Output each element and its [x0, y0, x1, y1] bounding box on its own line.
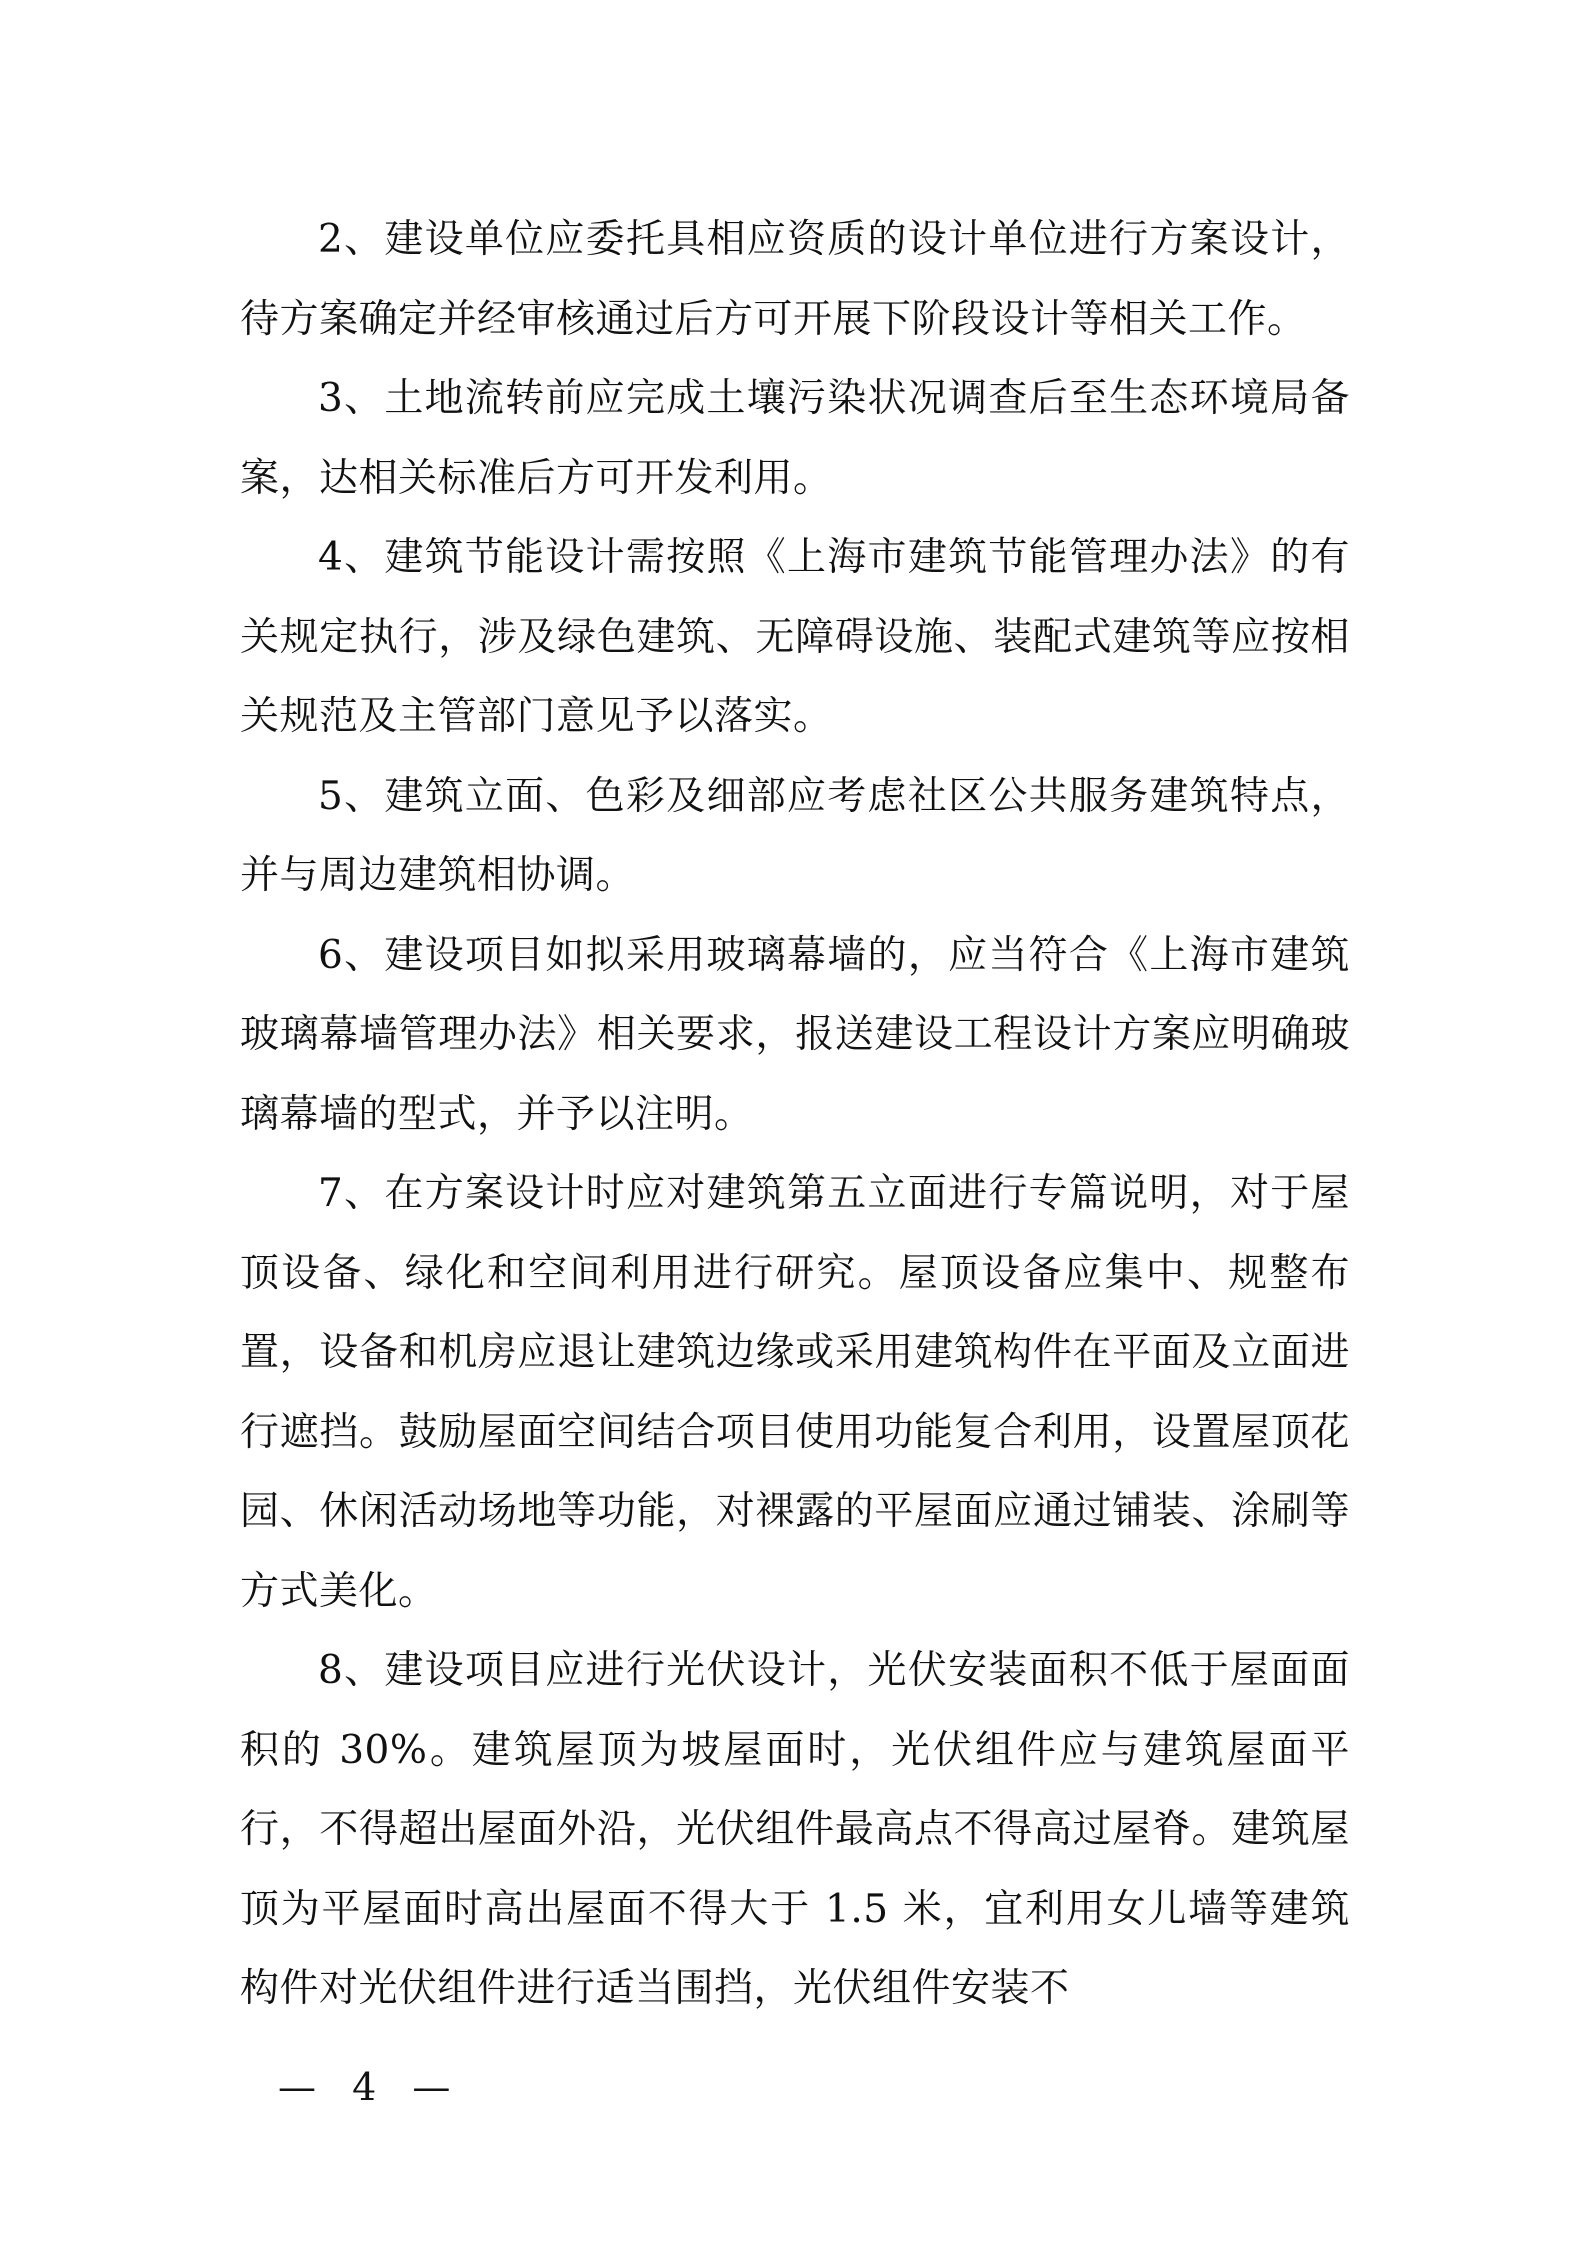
page-number: — 4 —	[278, 2065, 463, 2109]
paragraph-item-5: 5、建筑立面、色彩及细部应考虑社区公共服务建筑特点，并与周边建筑相协调。	[240, 773, 1350, 898]
paragraph-item-2: 2、建设单位应委托具相应资质的设计单位进行方案设计，待方案确定并经审核通过后方可开展下阶段设计等相关工作。	[240, 217, 1350, 342]
paragraph-item-3: 3、土地流转前应完成土壤污染状况调查后至生态环境局备案，达相关标准后方可开发利用。	[240, 376, 1350, 501]
paragraph-item-6: 6、建设项目如拟采用玻璃幕墙的，应当符合《上海市建筑玻璃幕墙管理办法》相关要求，报送建设工程设计方案应明确玻璃幕墙的型式，并予以注明。	[240, 932, 1350, 1137]
document-body	[240, 200, 1350, 2029]
paragraph-item-7: 7、在方案设计时应对建筑第五立面进行专篇说明，对于屋顶设备、绿化和空间利用进行研究。屋顶设备应集中、规整布置，设备和机房应退让建筑边缘或采用建筑构件在平面及立面进行遮挡。鼓励屋面空间结合项目使用功能复合利用，设置屋顶花园、休闲活动场地等功能，对裸露的平屋面应通过铺装、涂刷等方式美化。	[240, 1171, 1350, 1614]
paragraph-item-4: 4、建筑节能设计需按照《上海市建筑节能管理办法》的有关规定执行，涉及绿色建筑、无障碍设施、装配式建筑等应按相关规范及主管部门意见予以落实。	[240, 535, 1350, 739]
paragraph-item-8: 8、建设项目应进行光伏设计，光伏安装面积不低于屋面面积的 30%。建筑屋顶为坡屋面时，光伏组件应与建筑屋面平行，不得超出屋面外沿，光伏组件最高点不得高过屋脊。建筑屋顶为平屋面时高出屋面不得大于 1.5 米，宜利用女儿墙等建筑构件对光伏组件进行适当围挡，光伏组件安装不	[240, 1648, 1350, 2011]
